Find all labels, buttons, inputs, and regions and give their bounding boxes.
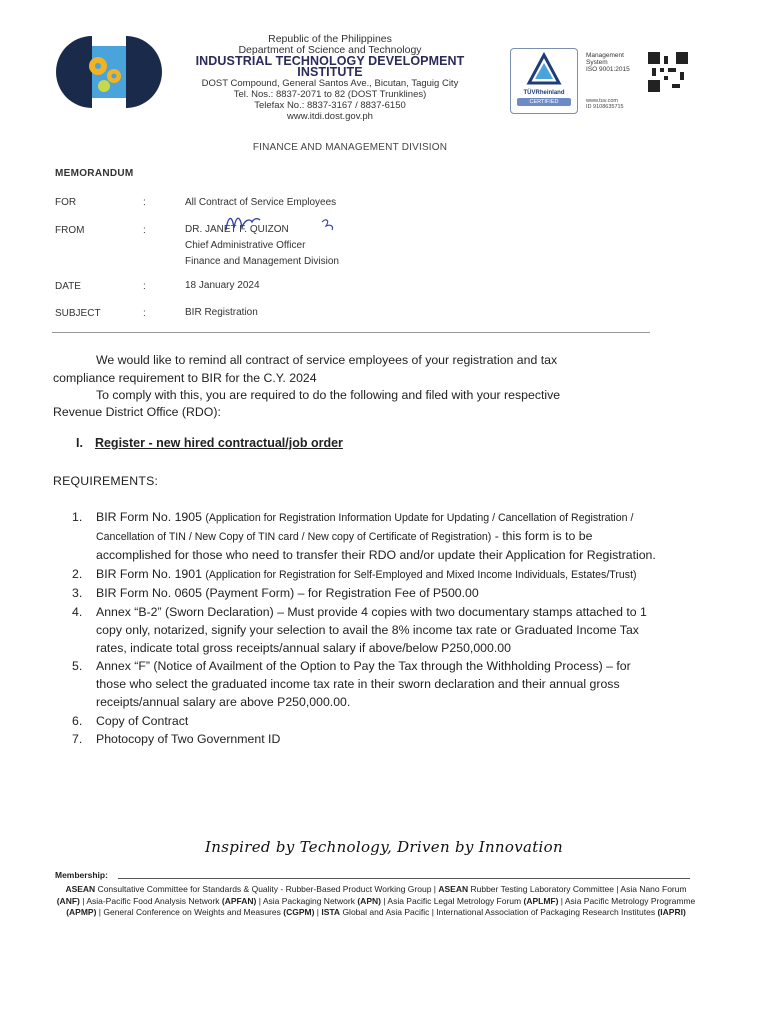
from-name: DR. JANET F. QUIZON: [185, 224, 289, 235]
date-colon: :: [143, 281, 146, 292]
for-label: FOR: [55, 197, 77, 208]
member-org-abbr: ASEAN: [65, 884, 96, 894]
requirement-item: [72, 730, 662, 748]
requirement-number: 1.: [72, 510, 83, 524]
from-label: FROM: [55, 225, 85, 236]
requirement-detail: (Application for Registration for Self-Employed and Mixed Income Individuals, Estates/Trust): [205, 568, 637, 581]
section-heading: [76, 436, 343, 450]
subject-colon: :: [143, 308, 146, 319]
date-label: DATE: [55, 281, 81, 292]
requirement-number: 3.: [72, 586, 83, 600]
member-org-name: | General Conference on Weights and Measures: [96, 907, 284, 917]
membership-divider: [118, 878, 690, 879]
requirement-item: [72, 565, 662, 584]
section-number: I.: [76, 436, 83, 450]
requirement-item: [72, 712, 662, 730]
requirement-item: [72, 603, 662, 657]
member-org-abbr: (APMP): [66, 907, 97, 917]
paragraph-2-line-2: Revenue District Office (RDO):: [53, 405, 221, 419]
section-title: Register - new hired contractual/job order: [94, 436, 343, 450]
member-org-abbr: (IAPRI): [657, 907, 686, 917]
paragraph-1-line-1: We would like to remind all contract of service employees of your registration and tax: [96, 353, 558, 367]
requirement-text: BIR Form No. 1901: [96, 566, 202, 581]
member-org-name: Global and Asia Pacific | International Association of Packaging Research Institutes: [340, 907, 658, 917]
member-org-abbr: ISTA: [321, 907, 341, 917]
for-colon: :: [143, 197, 146, 208]
member-org-name: | Asia Pacific Legal Metrology Forum: [380, 895, 524, 906]
member-org-abbr: (APN): [357, 895, 381, 906]
requirement-number: 5.: [72, 659, 83, 673]
from-position: Chief Administrative Officer: [185, 240, 306, 251]
requirement-note: - this form is to be accomplished for those who need to transfer their RDO and/or update their Application for Registration.: [96, 529, 656, 562]
requirement-item: [72, 657, 662, 711]
subject-value: BIR Registration: [185, 307, 258, 318]
member-org-abbr: (CGPM): [283, 907, 315, 917]
tuv-triangle-icon: [511, 49, 577, 91]
requirement-item: [72, 584, 662, 602]
date-value: 18 January 2024: [185, 280, 260, 291]
requirements-list: [72, 508, 662, 749]
requirement-text: Annex “B-2” (Sworn Declaration) – Must provide 4 copies with two documentary stamps attached to 1 copy only, notarized, signify your selection to avail the 8% income tax rate or Graduated Income Tax rates, indicate total gross receipts/annual salary if above/below P250,000.00: [96, 604, 647, 655]
address-line: DOST Compound, General Santos Ave., Bicutan, Taguig City: [201, 78, 459, 89]
from-colon: :: [143, 225, 146, 236]
requirement-text: Photocopy of Two Government ID: [96, 732, 281, 746]
from-division: Finance and Management Division: [185, 256, 339, 267]
requirement-text: BIR Form No. 0605 (Payment Form) – for Registration Fee of P500.00: [96, 586, 479, 600]
republic-line: Republic of the Philippines: [268, 33, 392, 45]
member-org-name: Consultative Committee for Standards & Quality - Rubber-Based Product Working Group |: [95, 884, 439, 894]
for-value: All Contract of Service Employees: [185, 197, 337, 208]
requirement-text: Copy of Contract: [96, 713, 189, 728]
requirements-heading: REQUIREMENTS:: [53, 474, 159, 488]
member-org-name: Rubber Testing Laboratory Committee | Asia Nano Forum: [468, 884, 687, 894]
subject-label: SUBJECT: [55, 308, 101, 319]
tuv-logo-box: [510, 48, 578, 114]
requirement-detail: (Application for Registration Information Update for Updating / Cancellation of Registration / Cancellation of TIN / New Copy of TIN card / New copy of Certificate of Registration): [96, 512, 634, 543]
tuv-brand: TÜVRheinland: [523, 90, 565, 96]
signature-initials: [222, 208, 342, 238]
membership-label: Membership:: [55, 870, 108, 880]
membership-list: [56, 884, 696, 919]
member-org-name: |: [314, 907, 322, 917]
iso-certification-badge: [510, 48, 690, 112]
itdi-logo: [56, 36, 162, 108]
memo-title: MEMORANDUM: [55, 168, 134, 179]
member-org-abbr: (APFAN): [221, 895, 257, 906]
department-line: Department of Science and Technology: [238, 44, 422, 56]
member-org-name: | Asia Pacific Metrology Programme: [558, 895, 696, 906]
requirement-number: 6.: [72, 713, 83, 728]
certified-label: CERTIFIED: [517, 98, 571, 106]
fax-line: Telefax No.: 8837-3167 / 8837-6150: [254, 100, 406, 111]
requirement-item: [72, 508, 662, 564]
division-heading: FINANCE AND MANAGEMENT DIVISION: [252, 142, 448, 153]
requirement-text: BIR Form No. 1905: [96, 510, 202, 524]
member-org-abbr: (APLMF): [523, 895, 559, 906]
cert-id-text: www.tuv.com ID 9108635715: [586, 98, 624, 110]
paragraph-1-line-2: compliance requirement to BIR for the C.Y. 2024: [53, 371, 317, 385]
qr-code-icon: [648, 52, 688, 92]
website-line: www.itdi.dost.gov.ph: [287, 111, 373, 122]
tagline: Inspired by Technology, Driven by Innovation: [205, 838, 563, 856]
member-org-abbr: (ANF): [56, 895, 80, 906]
member-org-abbr: ASEAN: [438, 884, 469, 894]
requirement-number: 2.: [72, 566, 83, 581]
member-org-name: | Asia Packaging Network: [256, 895, 358, 906]
cert-system-text: Management System ISO 9001:2015: [586, 52, 630, 73]
memo-divider: [52, 332, 650, 333]
paragraph-2-line-1: To comply with this, you are required to do the following and filed with your respective: [96, 388, 561, 402]
institute-name: INDUSTRIAL TECHNOLOGY DEVELOPMENT INSTITUTE: [195, 54, 465, 79]
requirement-number: 7.: [72, 732, 83, 746]
requirement-number: 4.: [72, 604, 83, 619]
requirement-text: Annex “F” (Notice of Availment of the Option to Pay the Tax through the Withholding Process) – for those who select the graduated income tax rate in their sworn declaration and their annual gross receipts/annual salary are above P250,000.00.: [96, 659, 631, 709]
letterhead: [165, 34, 495, 122]
member-org-name: | Asia-Pacific Food Analysis Network: [79, 895, 222, 906]
tel-line: Tel. Nos.: 8837-2071 to 82 (DOST Trunklines): [233, 89, 427, 100]
